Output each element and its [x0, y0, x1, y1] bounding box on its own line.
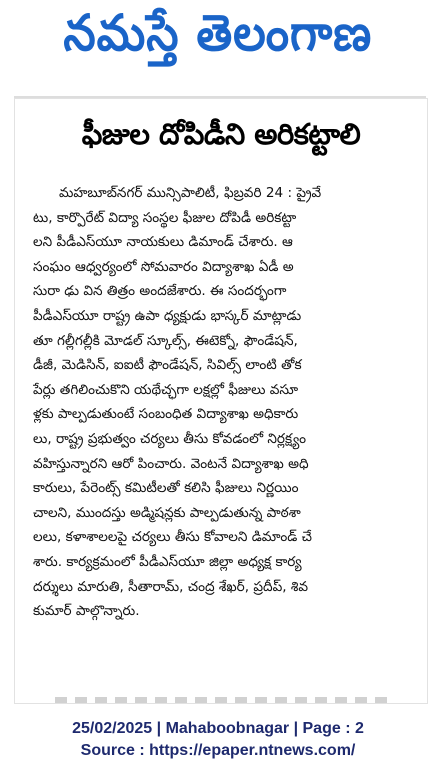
article-line: చాలని, ముందస్తు అడ్మిషన్లకు పాల్పడుతున్న పాఠశా [33, 504, 301, 521]
article-line: కారులు, పేరెంట్స్ కమిటీలతో కలిసి ఫీజులు నిర్ణయిం [33, 480, 299, 497]
article-line: సంఘం ఆధ్వర్యంలో సోమవారం విద్యాశాఖ ఏడీ అ [33, 258, 294, 275]
article-line: లలు, కళాశాలలపై చర్యలు తీసు కోవాలని డిమాండ్ చే [33, 529, 312, 546]
article-line: సురా ఢు విన తిత్రం అందజేశారు. ఈ సందర్భంగా [33, 283, 287, 300]
article-line: పీడీఎస్‌యూ రాష్ట్ర ఉపా ధ్యక్షుడు భాస్కర్ మాట్లాడు [33, 307, 302, 324]
article-clipping [14, 98, 428, 704]
article-body [33, 181, 417, 624]
article-line: శారు. కార్యక్రమంలో పీడీఎస్‌యూ జిల్లా అధ్యక్ష కార్య [33, 553, 302, 570]
article-line: దర్శులు మారుతి, సీతారామ్, చంద్ర శేఖర్, ప్రదీప్, శివ [33, 578, 309, 595]
masthead [0, 0, 436, 78]
article-line: కుమార్ పాల్గొన్నారు. [33, 603, 140, 620]
newspaper-logo: నమస్తే తెలంగాణ [63, 3, 373, 62]
article-line: వహిస్తున్నారని ఆరో పించారు. వెంటనే విద్యాశాఖ అధి [33, 455, 309, 472]
article-line: తూ గల్లీగల్లీకి మోడల్ స్కూల్స్, ఈటెక్నో, ఫౌండేషన్, [33, 332, 298, 349]
article-line: డీజీ, మెడిసిన్, ఐఐటీ ఫౌండేషన్, సివిల్స్ లాంటి తోక [33, 357, 302, 374]
article-line: టు, కార్పొరేట్ విద్యా సంస్థల ఫీజుల దోపిడీ అరికట్టా [33, 209, 297, 226]
footer [0, 718, 436, 762]
article-line: ళ్లకు పాల్పడుతుంటే సంబంధిత విద్యాశాఖ అధికారు [33, 406, 299, 423]
publication-meta: 25/02/2025 | Mahaboobnagar | Page : 2 [72, 720, 364, 737]
clipping-cut-edge [55, 697, 395, 703]
article-headline: ఫీజుల దోపిడీని అరికట్టాలి [81, 117, 361, 151]
article-line: లు, రాష్ట్ర ప్రభుత్వం చర్యలు తీసు కోవడంలో నిర్లక్ష్యం [33, 430, 307, 447]
source-line: Source : https://epaper.ntnews.com/ [80, 742, 356, 759]
article-line: పేర్లు తగిలించుకొని యథేచ్ఛగా లక్షల్లో ఫీజులు వసూ [33, 381, 299, 398]
article-line: లని పీడీఎస్‌యూ నాయకులు డిమాండ్ చేశారు. ఆ [33, 234, 293, 251]
article-line: మహబూబ్‌నగర్ మున్సిపాలిటీ, ఫిబ్రవరి 24 : ప్రైవే [59, 185, 322, 201]
